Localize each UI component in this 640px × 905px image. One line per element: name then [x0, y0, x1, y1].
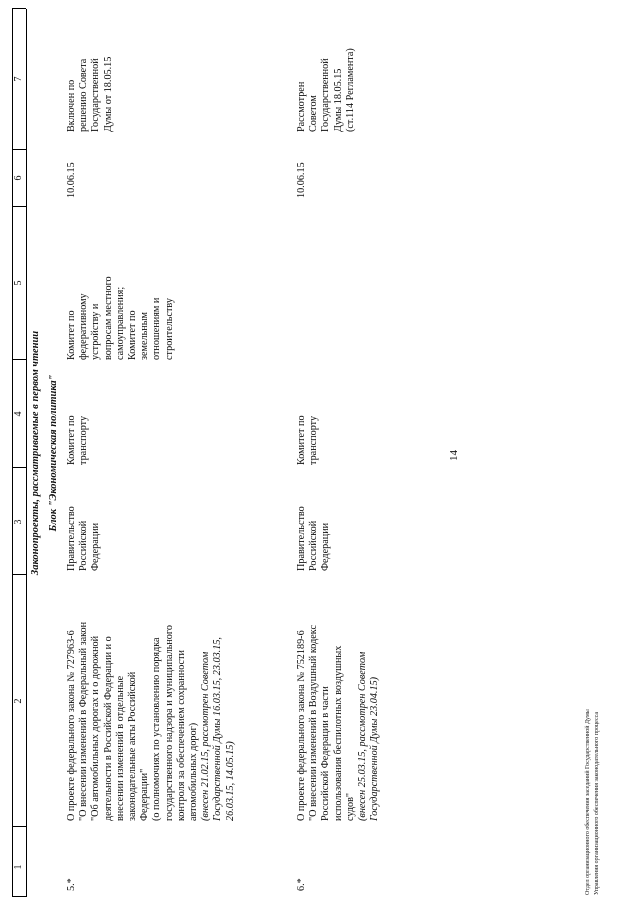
footer-line: Отдел организационного обеспечения заседаний Государственной Думы — [585, 709, 591, 895]
bill-note: (внесен 21.02.15, рассмотрен Советом — [200, 651, 212, 821]
column-number-6: 6 — [13, 175, 24, 181]
initiator: Правительство Российской Федерации — [66, 506, 102, 571]
column-divider — [12, 826, 26, 827]
bill-title: О проекте федерального закона № 752189-6 "О внесении изменений в Воздушный кодекс Российской Федерации в части использования беспилотных воздушных судов" (внесен 25.03.15, рассмотрен Советом Государственной Думы 23.04.15) — [296, 576, 381, 821]
initiator: Правительство Российской Федерации — [296, 506, 332, 571]
column-divider — [12, 359, 26, 360]
footer-line: Управления организационного обеспечения законодательного процесса — [594, 711, 600, 895]
column-divider — [12, 896, 26, 897]
column-number-1: 1 — [13, 864, 24, 870]
column-divider — [12, 8, 26, 9]
column-number-4: 4 — [13, 411, 24, 417]
page-number: 14 — [448, 450, 460, 461]
column-number-3: 3 — [13, 519, 24, 525]
consideration-date: 10.06.15 — [296, 162, 307, 198]
header-bottom-rule — [26, 9, 27, 897]
column-divider — [12, 574, 26, 575]
column-number-7: 7 — [13, 76, 24, 82]
row-number: 6.* — [296, 878, 307, 891]
column-number-5: 5 — [13, 280, 24, 286]
status: Рассмотрен Советом Государственной Думы 18.05.15 (ст.114 Регламента) — [296, 48, 356, 132]
section-title: Законопроекты, рассматриваемые в первом чтении — [30, 330, 41, 576]
co-executor-committees: Комитет по федеративному устройству и вопросам местного самоуправления; Комитет по земельным отношениям и строительству — [66, 276, 175, 360]
consideration-date: 10.06.15 — [66, 162, 77, 198]
column-divider — [12, 149, 26, 150]
row-number: 5.* — [66, 878, 77, 891]
block-title: Блок "Экономическая политика" — [48, 374, 59, 532]
column-divider — [12, 467, 26, 468]
status: Включен по решению Совета Государственной Думы от 18.05.15 — [66, 56, 114, 132]
column-number-2: 2 — [13, 698, 24, 704]
header-top-rule — [12, 9, 13, 897]
responsible-committee: Комитет по транспорту — [66, 415, 90, 465]
bill-note: (внесен 25.03.15, рассмотрен Советом — [357, 651, 369, 821]
responsible-committee: Комитет по транспорту — [296, 415, 320, 465]
column-divider — [12, 206, 26, 207]
bill-title: О проекте федерального закона № 727963-6 "О внесении изменений в Федеральный закон "Об автомобильных дорогах и о дорожной деятельности в Российской Федерации и о внесении изменений в отдельные законодательные акты Российской Федерации" (о полномочиях по установлению порядка государственного надзора и муниципального контроля за обеспечением сохранности автомобильных дорог) (внесен 21.02.15, рассмотрен Советом Государственной Думы 16.03.15, 23.03.15, 26.03.15, 14.05.15) — [66, 576, 237, 821]
